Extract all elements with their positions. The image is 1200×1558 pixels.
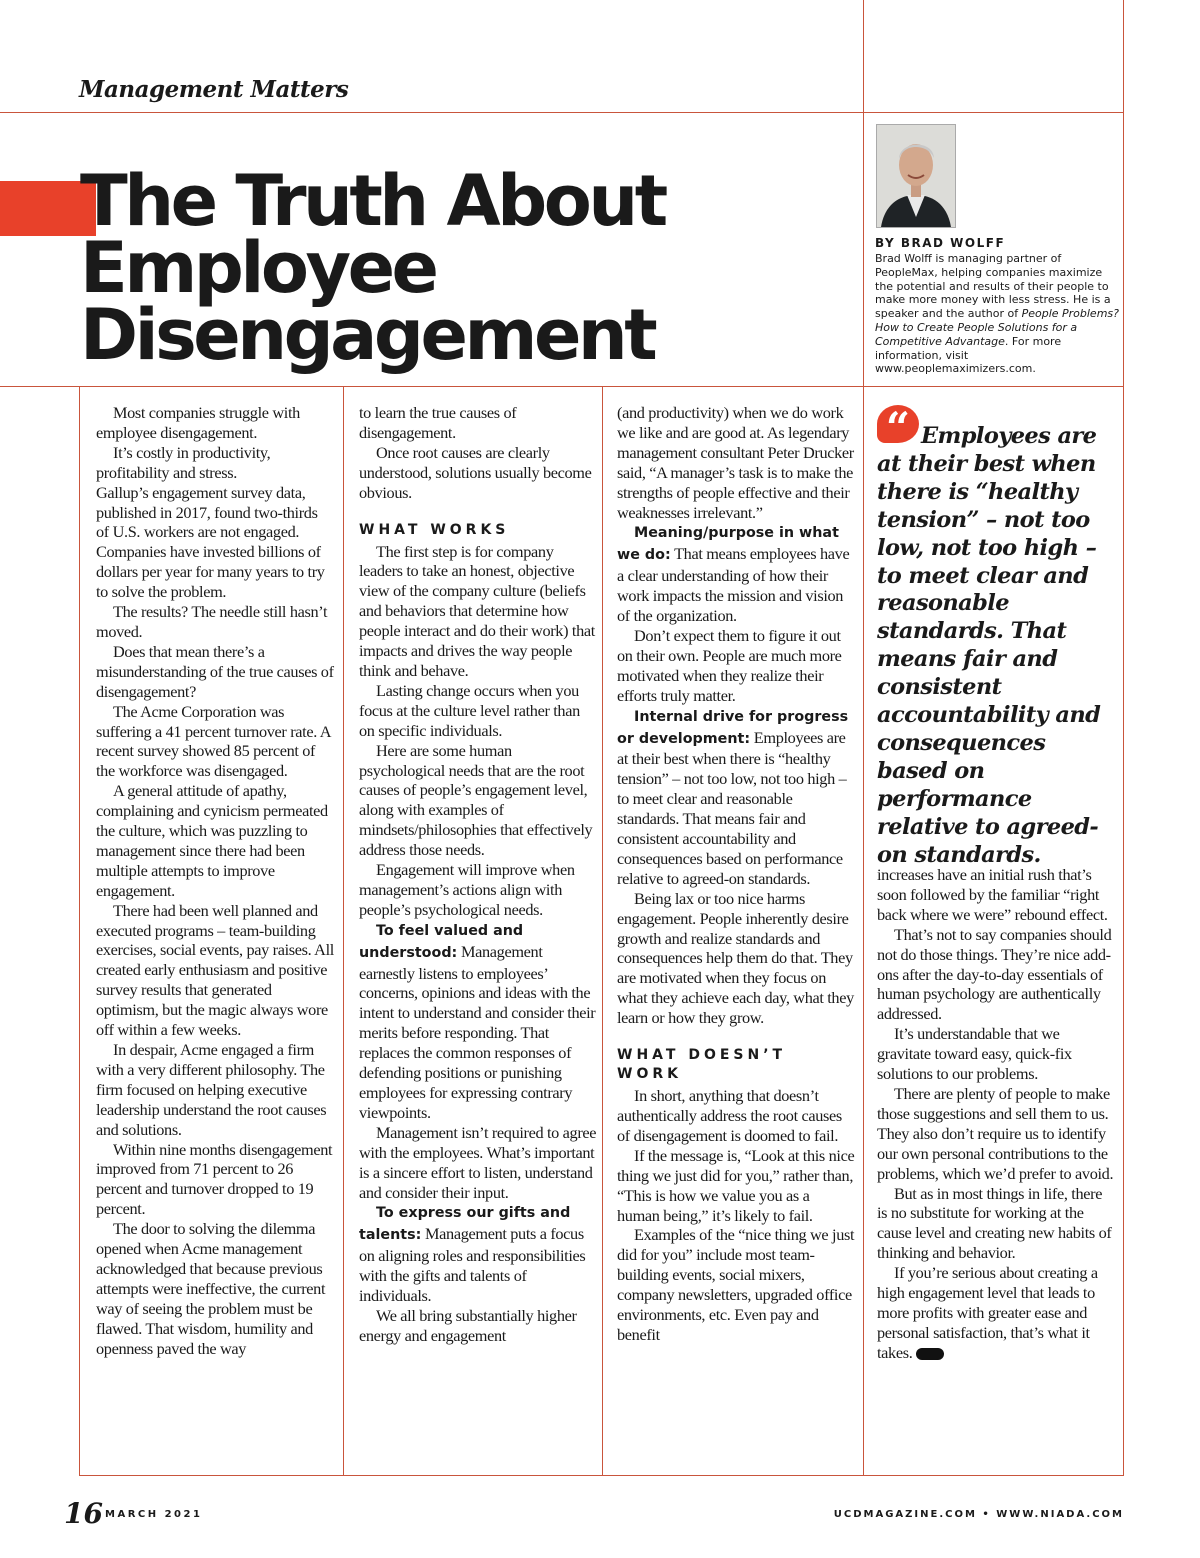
paragraph: Within nine months disengagement improved from 71 percent to 26 percent and turnover dropped to 19 percent. bbox=[96, 1139, 333, 1219]
paragraph: Once root causes are clearly understood, solutions usually become obvious. bbox=[359, 442, 592, 502]
paragraph: Being lax or too nice harms engagement. People inherently desire growth and realize standards and consequences help them do that. They are motivated when they focus on what they achieve each day, what they learn or how they grow. bbox=[617, 888, 854, 1028]
header-right-rule bbox=[1123, 0, 1124, 113]
paragraph: We all bring substantially higher energy and engagement bbox=[359, 1305, 577, 1345]
pull-quote-body: Employees are at their best when there is “healthy tension” – not too low, not too high – to meet clear and reasonable standards. That means fair and consistent accountability and consequences based on performance relative to agreed-on standards. bbox=[877, 423, 1101, 868]
column-rule-3 bbox=[602, 386, 603, 1476]
lead-in-valued: To feel valued and understood: bbox=[359, 922, 524, 961]
paragraph-text: That means employees have a clear understanding of how their work impacts the mission and vision of the organization. bbox=[617, 544, 850, 626]
paragraph: increases have an initial rush that’s soon followed by the familiar “right back where we were” rebound effect. bbox=[877, 865, 1108, 924]
paragraph-text: Employees are at their best when there is “healthy tension” – not too low, not too high – to meet clear and reasonable standards. That means fair and consistent accountability and consequences based on performance relative to agreed-on standards. bbox=[617, 727, 847, 888]
lead-in-meaning: Meaning/purpose in what we do: bbox=[617, 525, 839, 564]
paragraph: That’s not to say companies should not do those things. They’re nice add-ons after the day-to-day essentials of human psychology are authentically addressed. bbox=[877, 924, 1112, 1024]
author-byline: BY BRAD WOLFF bbox=[875, 236, 1006, 250]
paragraph: But as in most things in life, there is no substitute for working at the cause level and creating new habits of thinking and behavior. bbox=[877, 1183, 1112, 1263]
paragraph: The Acme Corporation was suffering a 41 percent turnover rate. A recent survey showed 85 percent of the workforce was disengaged. bbox=[96, 701, 331, 781]
column-rule-5 bbox=[1123, 112, 1124, 1476]
body-top-rule bbox=[0, 386, 1124, 387]
issue-date: MARCH 2021 bbox=[105, 1509, 203, 1520]
column-2 bbox=[359, 403, 597, 1346]
paragraph: Lasting change occurs when you focus at the culture level rather than on specific individuals. bbox=[359, 680, 580, 740]
paragraph: In despair, Acme engaged a firm with a very different philosophy. The firm focused on helping executive leadership understand the root causes and solutions. bbox=[96, 1040, 327, 1139]
section-kicker: Management Matters bbox=[79, 76, 349, 103]
paragraph: Don’t expect them to figure it out on their own. People are much more motivated when they realize their efforts truly matter. bbox=[617, 625, 842, 705]
header-vertical-rule bbox=[863, 0, 864, 113]
author-bio-text: Brad Wolff is managing partner of PeopleMax, helping companies maximize the potential and results of their people to make more money with less stress. He is a speaker and the author of bbox=[875, 252, 1111, 321]
paragraph: A general attitude of apathy, complaining and cynicism permeated the culture, which was puzzling to management since there had been multiple attempts to improve engagement. bbox=[96, 781, 328, 900]
quote-mark-icon: “ bbox=[877, 405, 919, 443]
paragraph bbox=[617, 522, 855, 626]
closing-paragraph: If you’re serious about creating a high engagement level that leads to more profits with greater ease and personal satisfaction, that’s what it takes. bbox=[877, 1263, 1098, 1362]
paragraph: The results? The needle still hasn’t moved. bbox=[96, 602, 328, 641]
author-book-title: People Problems? How to Create People Solutions for a Competitive Advantage bbox=[875, 307, 1119, 348]
paragraph: Engagement will improve when management’s actions align with people’s psychological needs. bbox=[359, 860, 575, 919]
paragraph: Gallup’s engagement survey data, published in 2017, found two-thirds of U.S. workers are not engaged. Companies have invested billions of dollars per year for many years to try to solve the problem. bbox=[96, 482, 325, 602]
lead-in-gifts: To express our gifts and talents: bbox=[359, 1205, 571, 1244]
subhead-what-works: WHAT WORKS bbox=[359, 521, 510, 538]
paragraph: In short, anything that doesn’t authentically address the root causes of disengagement is doomed to fail. bbox=[617, 1086, 842, 1145]
pull-quote bbox=[877, 401, 1117, 870]
bottom-horizontal-rule bbox=[79, 1475, 1124, 1476]
column-1 bbox=[96, 403, 334, 1359]
paragraph: Most companies struggle with employee disengagement. bbox=[96, 403, 300, 442]
end-of-article-icon bbox=[916, 1348, 944, 1360]
paragraph: The first step is for company leaders to take an honest, objective view of the company culture (beliefs and behaviors that determine how people interact and do their work) that impacts and drives the way people think and behave. bbox=[359, 541, 595, 680]
paragraph bbox=[877, 1263, 1115, 1363]
column-rule-2 bbox=[343, 386, 344, 1476]
paragraph: (and productivity) when we do work we like and are good at. As legendary management consultant Peter Drucker said, “A manager’s task is to make the strengths of people effective and their weaknesses irrelevant.” bbox=[617, 403, 854, 522]
footer-urls: UCDMAGAZINE.COM • WWW.NIADA.COM bbox=[833, 1509, 1124, 1520]
paragraph-text: Management earnestly listens to employees’ concerns, opinions and ideas with the intent to understand and consider their merits before responding. That replaces the common responses of defending positions or punishing employees for expressing contrary viewpoints. bbox=[359, 941, 596, 1122]
column-rule-1 bbox=[79, 386, 80, 1476]
headline-line-2: Employee bbox=[80, 227, 436, 309]
article-headline bbox=[80, 160, 665, 376]
author-bio bbox=[875, 252, 1121, 376]
paragraph: It’s costly in productivity, profitability and stress. bbox=[96, 442, 271, 482]
paragraph-text: Management puts a focus on aligning roles and responsibilities with the gifts and talents of individuals. bbox=[359, 1224, 586, 1306]
paragraph bbox=[359, 920, 597, 1123]
column-rule-4 bbox=[863, 112, 864, 1476]
column-4 bbox=[877, 865, 1115, 1363]
paragraph: Does that mean there’s a misunderstanding of the true causes of disengagement? bbox=[96, 641, 334, 701]
lead-in-drive: Internal drive for progress or development: bbox=[617, 708, 849, 747]
pull-quote-text bbox=[877, 401, 1117, 870]
paragraph: There had been well planned and executed programs – team-building exercises, social events, pay raises. All created early enthusiasm and positive survey results that generated optimism, but the magic always wore off within a few weeks. bbox=[96, 900, 334, 1040]
top-horizontal-rule bbox=[0, 112, 1124, 113]
paragraph: to learn the true causes of disengagement. bbox=[359, 403, 517, 442]
paragraph: Examples of the “nice thing we just did for you” include most team-building events, social mixers, company newsletters, upgraded office environments, etc. Even pay and benefit bbox=[617, 1225, 855, 1344]
headline-line-1: The Truth About bbox=[80, 160, 665, 242]
author-photo bbox=[876, 124, 956, 228]
paragraph: Management isn’t required to agree with the employees. What’s important is a sincere effort to listen, understand and consider their input. bbox=[359, 1122, 597, 1202]
headline-line-3: Disengagement bbox=[80, 294, 655, 376]
author-bio-contact: . For more information, visit www.peoplemaximizers.com. bbox=[875, 334, 1062, 376]
column-3 bbox=[617, 403, 855, 1345]
paragraph: It’s understandable that we gravitate toward easy, quick-fix solutions to our problems. bbox=[877, 1024, 1072, 1084]
paragraph bbox=[359, 1202, 597, 1306]
paragraph: Here are some human psychological needs that are the root causes of people’s engagement level, along with examples of mindsets/philosophies that effectively address those needs. bbox=[359, 740, 593, 860]
paragraph bbox=[617, 706, 855, 889]
paragraph: There are plenty of people to make those suggestions and sell them to us. They also don’t require us to identify our own personal contributions to the problems, which we’d prefer to avoid. bbox=[877, 1083, 1114, 1183]
subhead-what-doesnt-work: WHAT DOESN’T WORK bbox=[617, 1047, 787, 1083]
paragraph: If the message is, “Look at this nice thing we just did for you,” rather than, “This is how we value you as a human being,” it’s likely to fail. bbox=[617, 1145, 855, 1225]
paragraph: The door to solving the dilemma opened when Acme management acknowledged that because previous attempts were ineffective, the current way of seeing the problem must be flawed. That wisdom, humility and openness paved the way bbox=[96, 1219, 326, 1358]
page-number: 16 bbox=[64, 1497, 103, 1530]
